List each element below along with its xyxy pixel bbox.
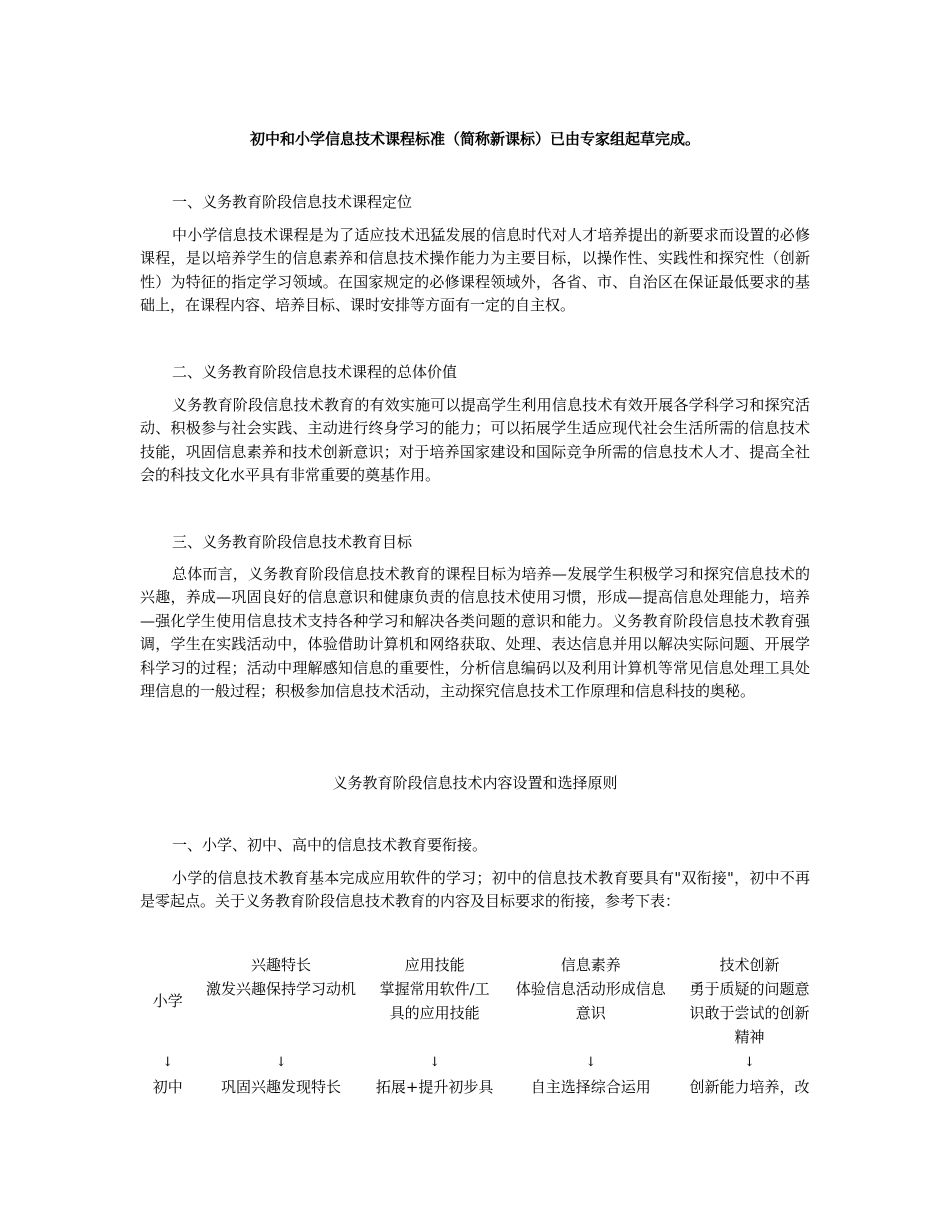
table-cell (679, 953, 820, 1049)
subsection-heading: 一、小学、初中、高中的信息技术教育要衔接。 (172, 836, 488, 854)
table-cell (503, 953, 679, 1025)
table-row (140, 1075, 820, 1099)
table-cell: 自主选择综合运用 (530, 1078, 651, 1096)
table-cell (195, 953, 366, 1001)
cell-heading: 信息素养 (560, 956, 621, 974)
document-title: 初中和小学信息技术课程标准（简称新课标）已由专家组起草完成。 (249, 130, 700, 148)
section-2-heading: 二、义务教育阶段信息技术课程的总体价值 (172, 363, 458, 381)
curriculum-table (140, 953, 820, 1099)
row-label-middle: 初中 (152, 1078, 183, 1096)
table-cell: 创新能力培养，改 (689, 1078, 810, 1096)
cell-text: 掌握常用软件/工具的应用技能 (379, 980, 490, 1022)
down-arrow-icon: ↓ (744, 1055, 755, 1070)
table-cell: 巩固兴趣发现特长 (221, 1078, 342, 1096)
down-arrow-icon: ↓ (275, 1055, 287, 1070)
section-1-body: 中小学信息技术课程是为了适应技术迅猛发展的信息时代对人才培养提出的新要求而设置的必修课程，是以培养学生的信息素养和信息技术操作能力为主要目标，以操作性、实践性和探究性（创新性）为特征的指定学习领域。在国家规定的必修课程领域外，各省、市、自治区在保证最低要求的基础上，在课程内容、培养目标、课时安排等方面有一定的自主权。 (140, 226, 810, 315)
subsection-body: 小学的信息技术教育基本完成应用软件的学习；初中的信息技术教育要具有"双衔接"，初中不再是零起点。关于义务教育阶段信息技术教育的内容及目标要求的衔接，参考下表： (140, 869, 810, 911)
cell-heading: 技术创新 (719, 956, 780, 974)
section-1-heading: 一、义务教育阶段信息技术课程定位 (172, 193, 413, 211)
table-cell (367, 953, 503, 1025)
cell-text: 体验信息活动形成信息意识 (515, 980, 666, 1022)
cell-heading: 应用技能 (404, 956, 465, 974)
down-arrow-icon: ↓ (162, 1055, 174, 1070)
down-arrow-icon: ↓ (585, 1055, 597, 1070)
cell-text: 勇于质疑的问题意识敢于尝试的创新精神 (689, 980, 810, 1046)
down-arrow-icon: ↓ (429, 1055, 441, 1070)
section-3-heading: 三、义务教育阶段信息技术教育目标 (172, 533, 413, 551)
table-cell: 拓展+提升初步具 (375, 1078, 494, 1096)
table-row (140, 953, 820, 1049)
arrow-row (140, 1049, 820, 1075)
cell-heading: 兴趣特长 (251, 956, 312, 974)
section-2-body: 义务教育阶段信息技术教育的有效实施可以提高学生利用信息技术有效开展各学科学习和探究活动、积极参与社会实践、主动进行终身学习的能力；可以拓展学生适应现代社会生活所需的信息技术技能，巩固信息素养和技术创新意识；对于培养国家建设和国际竞争所需的信息技术人才、提高全社会的科技文化水平具有非常重要的奠基作用。 (140, 396, 810, 485)
subtitle: 义务教育阶段信息技术内容设置和选择原则 (332, 774, 618, 792)
cell-text: 激发兴趣保持学习动机 (206, 980, 357, 998)
row-label-primary: 小学 (152, 992, 183, 1010)
section-3-body: 总体而言，义务教育阶段信息技术教育的课程目标为培养—发展学生积极学习和探究信息技术的兴趣，养成—巩固良好的信息意识和健康负责的信息技术使用习惯，形成—提高信息处理能力，培养—强化学生使用信息技术支持各种学习和解决各类问题的意识和能力。义务教育阶段信息技术教育强调，学生在实践活动中，体验借助计算机和网络获取、处理、表达信息并用以解决实际问题、开展学科学习的过程；活动中理解感知信息的重要性，分析信息编码以及利用计算机等常见信息处理工具处理信息的一般过程；积极参加信息技术活动，主动探究信息技术工作原理和信息科技的奥秘。 (140, 565, 810, 701)
